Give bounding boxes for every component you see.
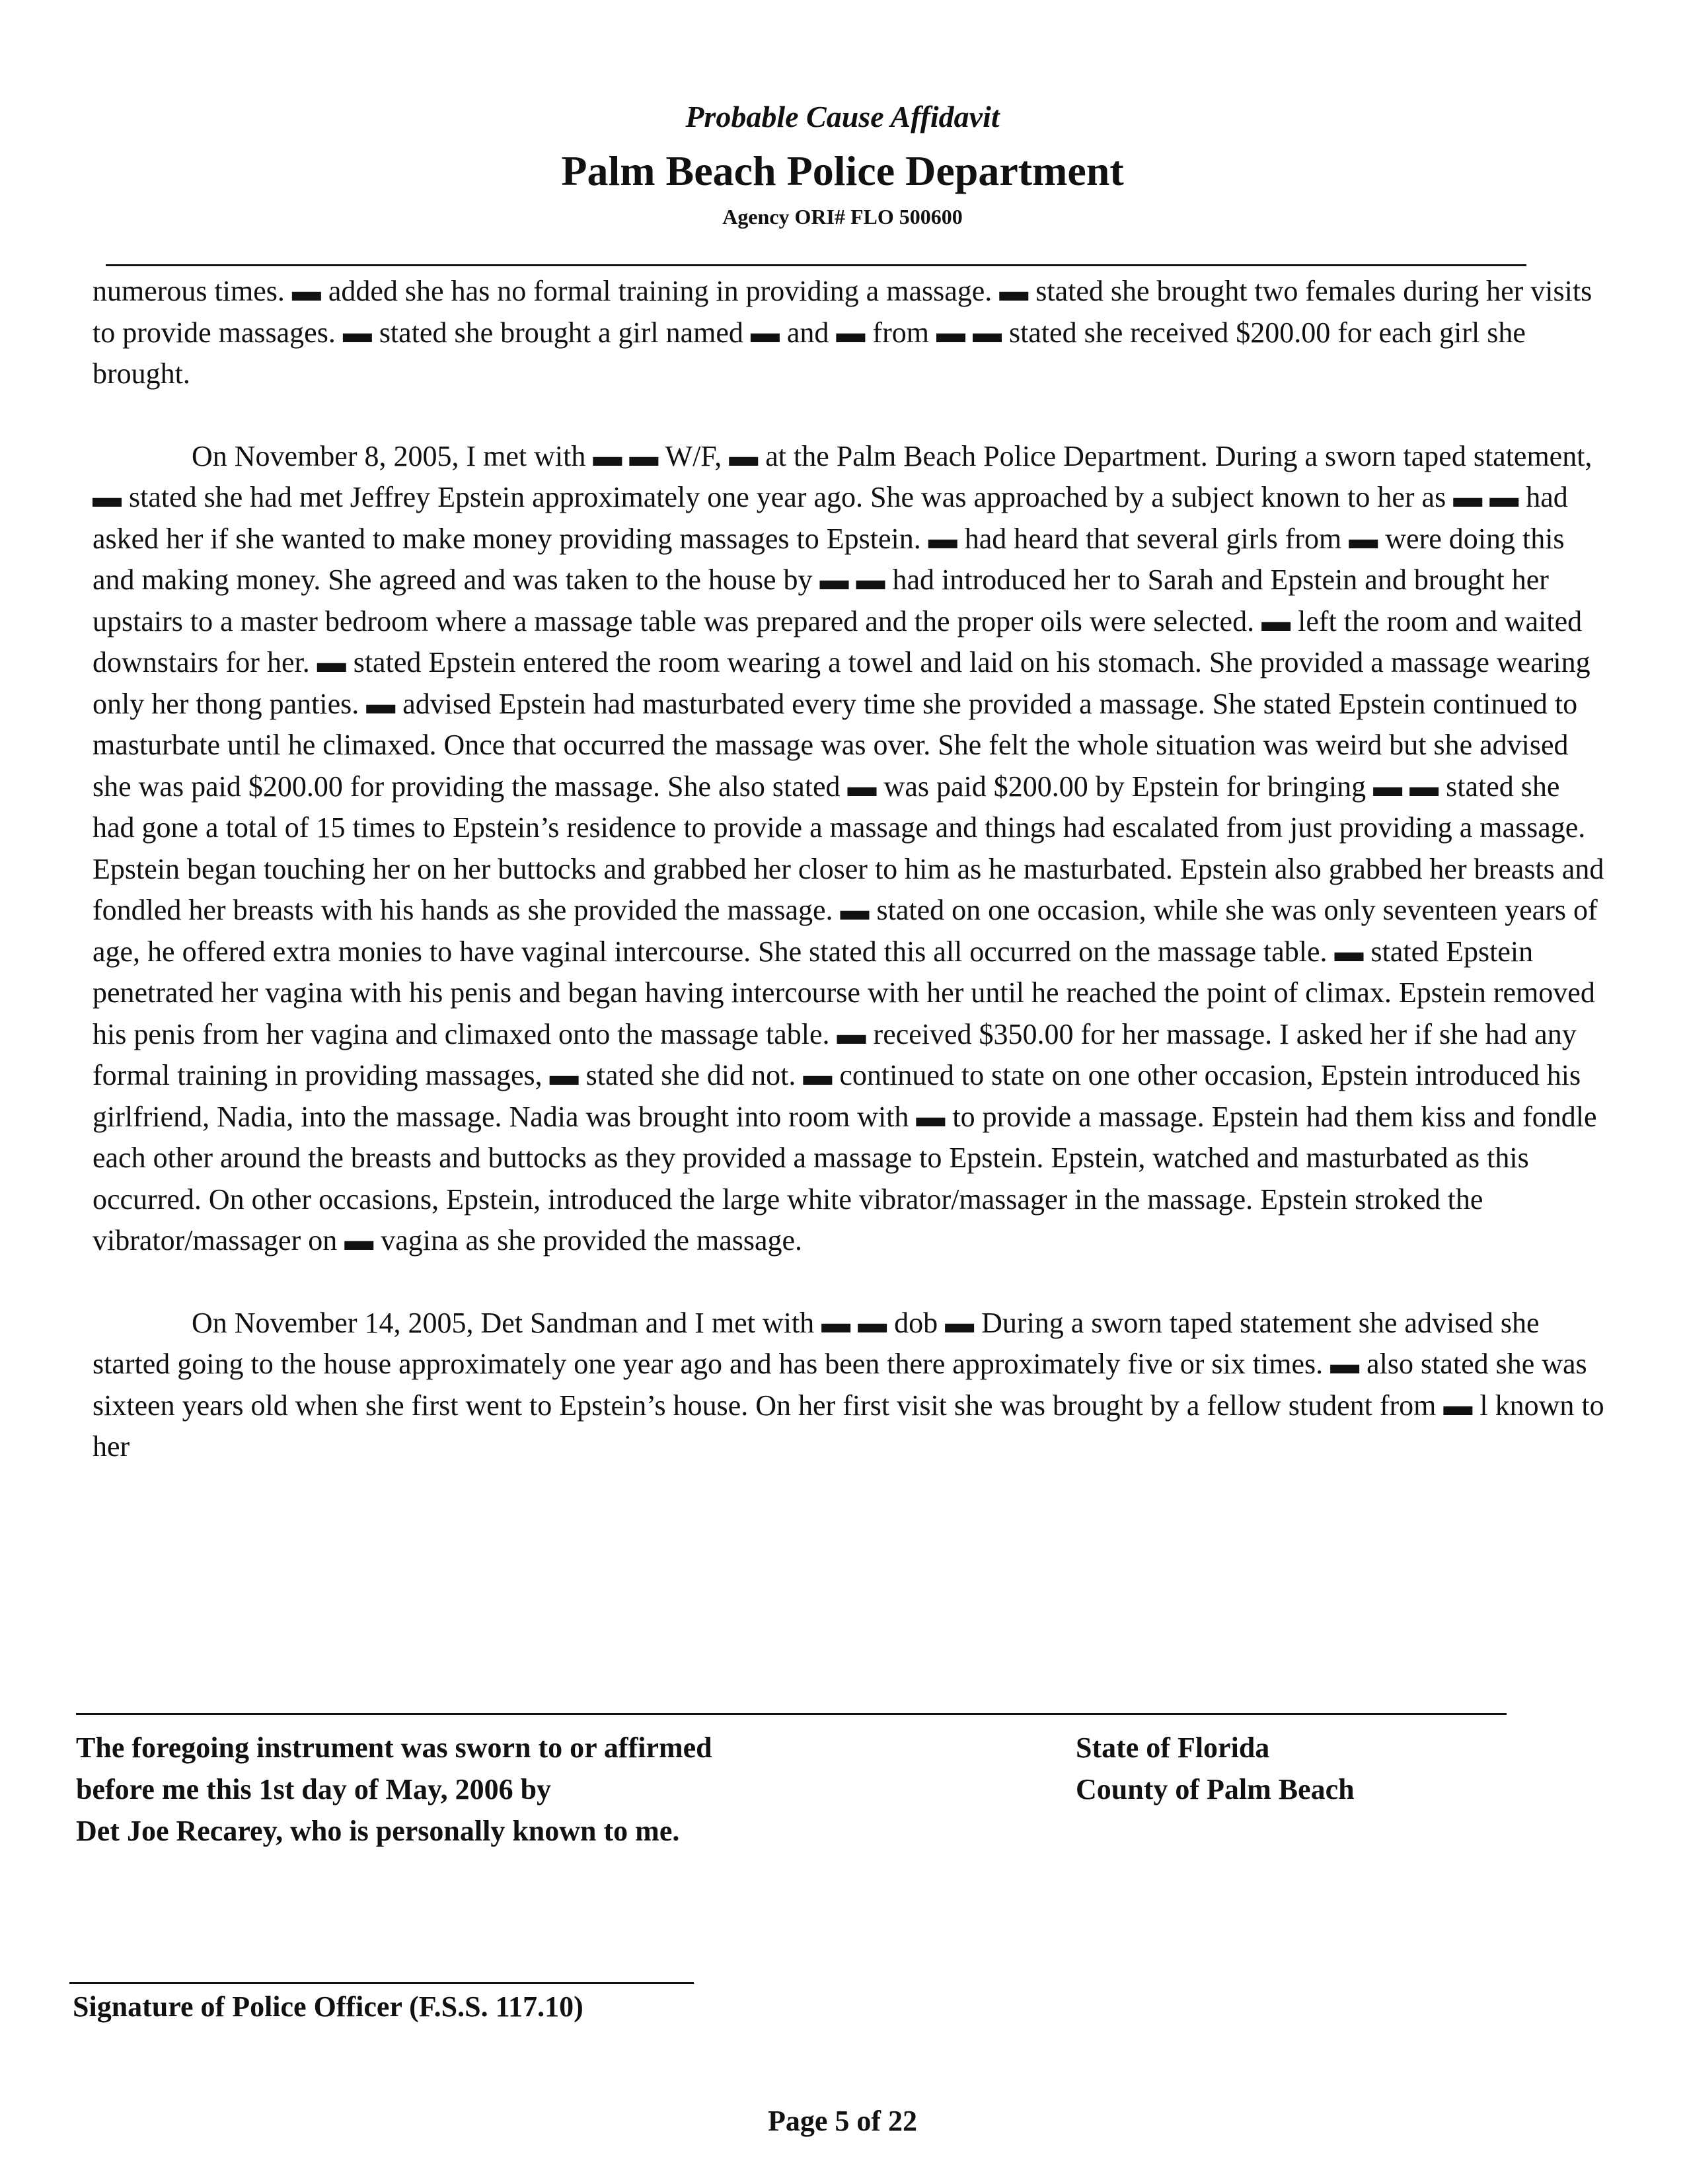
- document-title: Palm Beach Police Department: [561, 147, 1124, 194]
- paragraph-1: numerous times. ▬ added she has no formal training in providing a massage. ▬ stated she brought two females during her visits to provide massages. ▬ stated she brought a girl named ▬ and ▬ from ▬ ▬ stated she received $200.00 for each girl she brought.: [93, 275, 1592, 390]
- signature-line: [69, 1982, 694, 1984]
- sworn-line-3: Det Joe Recarey, who is personally known to me.: [76, 1815, 680, 1847]
- jurisdiction: [1076, 1727, 1505, 1810]
- header-divider: [106, 264, 1526, 266]
- sworn-line-1: The foregoing instrument was sworn to or affirmed: [76, 1731, 712, 1764]
- paragraph-3: On November 14, 2005, Det Sandman and I met with ▬ ▬ dob ▬ During a sworn taped statement she advised she started going to the house approximately one year ago and has been there approximately five or six times. ▬ also stated she was sixteen years old when she first went to Epstein’s house. On her first visit she was brought by a fellow student from ▬ l known to her: [93, 1306, 1604, 1463]
- county-name: County of Palm Beach: [1076, 1773, 1355, 1805]
- paragraph-2: On November 8, 2005, I met with ▬ ▬ W/F, ▬ at the Palm Beach Police Department. During a sworn taped statement, ▬ stated she had met Jeffrey Epstein approximately one year ago. She was approached by a subject known to her as ▬ ▬ had asked her if she wanted to make money providing massages to Epstein. ▬ had heard that several girls from ▬ were doing this and making money. She agreed and was taken to the house by ▬ ▬ had introduced her to Sarah and Epstein and brought her upstairs to a master bedroom where a massage table was prepared and the proper oils were selected. ▬ left the room and waited downstairs for her. ▬ stated Epstein entered the room wearing a towel and laid on his stomach. She provided a massage wearing only her thong panties. ▬ advised Epstein had masturbated every time she provided a massage. She stated Epstein continued to masturbate until he climaxed. Once that occurred the massage was over. She felt the whole situation was weird but she advised she was paid $200.00 for providing the massage. She also stated ▬ was paid $200.00 by Epstein for bringing ▬ ▬ stated she had gone a total of 15 times to Epstein’s residence to provide a massage and things had escalated from just providing a massage. Epstein began touching her on her buttocks and grabbed her closer to him as he masturbated. Epstein also grabbed her breasts and fondled her breasts with his hands as she provided the massage. ▬ stated on one occasion, while she was only seventeen years of age, he offered extra monies to have vaginal intercourse. She stated this all occurred on the massage table. ▬ stated Epstein penetrated her vagina with his penis and began having intercourse with her until he reached the point of climax. Epstein removed his penis from her vagina and climaxed onto the massage table. ▬ received $350.00 for her massage. I asked her if she had any formal training in providing massages, ▬ stated she did not. ▬ continued to state on one other occasion, Epstein introduced his girlfriend, Nadia, into the massage. Nadia was brought into room with ▬ to provide a massage. Epstein had them kiss and fondle each other around the breasts and buttocks as they provided a massage to Epstein. Epstein, watched and masturbated as this occurred. On other occasions, Epstein, introduced the large white vibrator/massager in the massage. Epstein stroked the vibrator/massager on ▬ vagina as she provided the massage.: [93, 439, 1604, 1256]
- agency-ori: Agency ORI# FLO 500600: [722, 205, 963, 229]
- sworn-line-2: before me this 1st day of May, 2006 by: [76, 1773, 552, 1805]
- affidavit-body: [93, 271, 1606, 1468]
- page-number: Page 5 of 22: [767, 2105, 918, 2137]
- document-subtitle: Probable Cause Affidavit: [685, 100, 1000, 133]
- state-name: State of Florida: [1076, 1731, 1270, 1764]
- signature-label: Signature of Police Officer (F.S.S. 117.10): [73, 1990, 583, 2023]
- notary-divider: [76, 1713, 1507, 1715]
- sworn-statement: [76, 1727, 1001, 1852]
